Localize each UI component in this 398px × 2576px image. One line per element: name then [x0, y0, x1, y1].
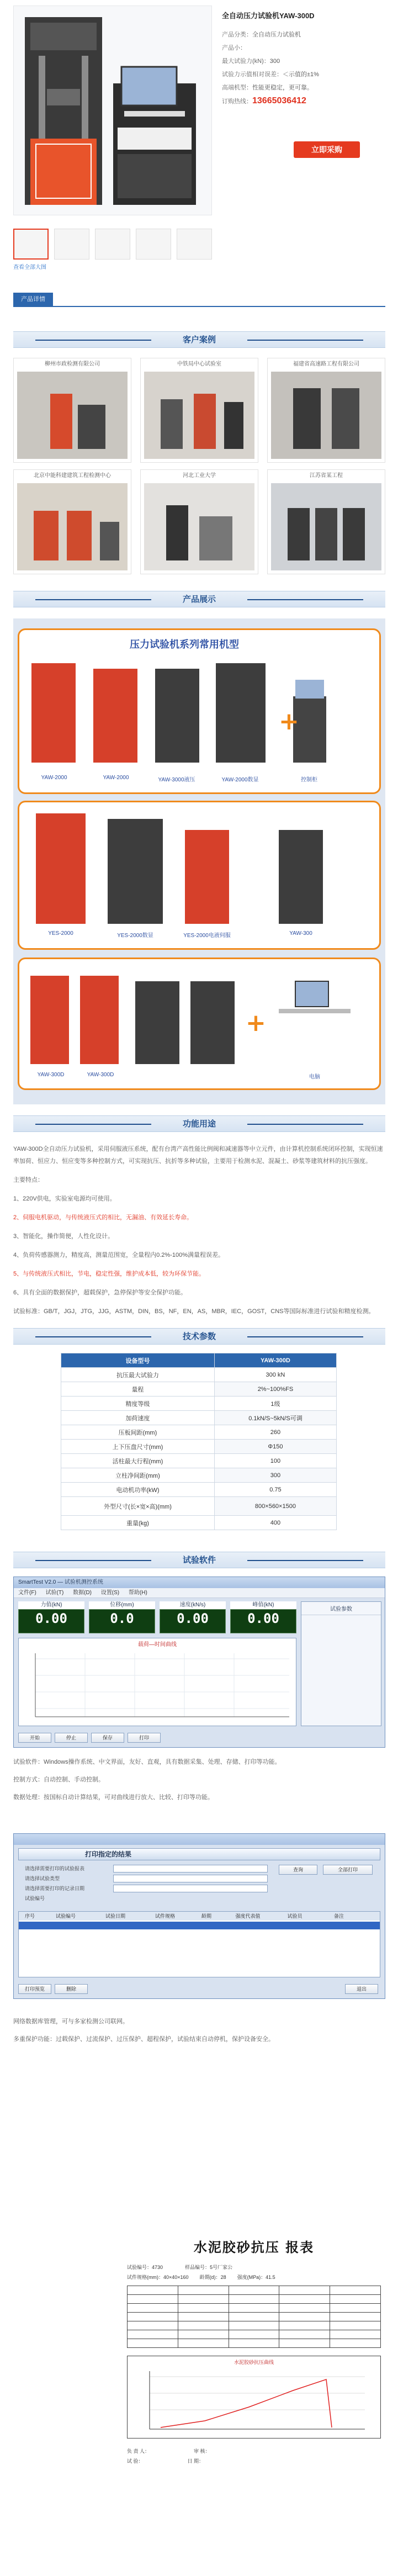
paragraph: 多重保护功能：过载保护、过流保护、过压保护、超程保护，试验结束自动停机，保护设备安全。 [13, 2036, 274, 2043]
customer-card[interactable] [13, 358, 131, 463]
customer-card[interactable] [267, 358, 385, 463]
model-caption: YES-2000数显 [117, 933, 153, 939]
customer-photo [17, 483, 128, 570]
menu-item[interactable]: 文件(F) [18, 1590, 36, 1596]
view-all-images-link[interactable]: 查看全部大图 [13, 265, 46, 271]
model-caption: YAW-300D [37, 1072, 65, 1078]
header-rule [247, 599, 363, 600]
report-field-row: 试件规格(mm)：40×40×160 龄期(d)：28 强度(MPa)：41.5 [127, 2275, 275, 2280]
start-button[interactable]: 开始 [18, 1733, 51, 1743]
section-header-display [13, 591, 385, 607]
product-info [222, 10, 388, 154]
machines-row-1 [19, 630, 379, 790]
table-header: 序号 试验编号 试验日期 试件规格 龄期 强度代表值 试验员 备注 [19, 1912, 380, 1921]
paragraph: 4、负荷传感器测力，精度高，测量范围宽，全量程内0.2%-100%满量程误差。 [13, 1252, 224, 1258]
customer-card[interactable] [140, 469, 258, 574]
model-caption: YAW-3000液压 [158, 777, 195, 783]
paragraph: 数据处理：按国标自动计算结果，可对曲线进行放大、比较、打印等功能。 [13, 1794, 214, 1801]
model-caption: YES-2000电液伺服 [183, 933, 231, 939]
customer-caption: 河北工业大学 [183, 473, 216, 479]
paragraph: 1、220V供电，实验室电源均可使用。 [13, 1196, 116, 1202]
test-type-select[interactable] [113, 1875, 268, 1882]
header-rule [35, 1336, 151, 1337]
paragraph: 控制方式：自动控制、手动控制。 [13, 1776, 104, 1783]
lineup-panel [18, 958, 381, 1090]
report-signoff: 试 验： 日 期： [127, 2458, 204, 2464]
paragraph: 试验软件：Windows操作系统、中文界面，友好、直观，具有数据采集、处理、存储、打印等功能。 [13, 1759, 281, 1765]
testing-machine-illustration [14, 6, 213, 216]
paragraph: 3、智能化，操作简便，人性化设计。 [13, 1233, 114, 1240]
section-header-function [13, 1115, 385, 1132]
paragraph: 网络数据库管理，可与多家检测公司联网。 [13, 2018, 129, 2025]
menu-item[interactable]: 帮助(H) [128, 1590, 147, 1596]
filter-label: 请选择需要打印的记录日期 [25, 1886, 85, 1891]
customer-caption: 江苏省某工程 [310, 473, 343, 479]
section-title: 客户案例 [182, 335, 216, 345]
spec-row: 立柱净间距(mm) 300 [61, 1468, 337, 1483]
report-curve [128, 2366, 380, 2437]
main-product-image[interactable] [13, 6, 212, 215]
window-title: SmartTest V2.0 — 试验机测控系统 [14, 1577, 385, 1588]
menu-bar [14, 1588, 385, 1598]
section-header-params [13, 1328, 385, 1345]
spec-row: 电动机功率(kW) 0.75 [61, 1483, 337, 1497]
model-caption: YES-2000 [48, 930, 73, 937]
section-title: 试验软件 [182, 1556, 216, 1565]
filter-rows [25, 1864, 84, 1903]
lineup-panel [18, 801, 381, 950]
menu-item[interactable]: 试验(T) [45, 1590, 64, 1596]
graph-title: 载荷—时间曲线 [138, 1642, 177, 1648]
test-report-sample [127, 2236, 381, 2546]
preview-button[interactable]: 打印预览 [18, 1984, 51, 1994]
menu-item[interactable]: 数据(D) [73, 1590, 92, 1596]
paragraph: 5、与传统液压式相比，节电，稳定性强，维护成本低，较为环保节能。 [13, 1271, 205, 1277]
model-caption: 电脑 [309, 1074, 320, 1080]
spec-row: 产品小： [222, 45, 246, 51]
detail-tab-bar [13, 293, 385, 307]
report-table [127, 2286, 381, 2348]
stop-button[interactable]: 停止 [55, 1733, 88, 1743]
selected-row[interactable] [19, 1922, 380, 1929]
thumbnail[interactable] [177, 229, 212, 260]
filter-label: 试验编号 [25, 1896, 45, 1901]
software-description-2 [13, 2016, 385, 2045]
dialog-heading: 打印指定的结果 [18, 1848, 380, 1860]
spec-row: 抗压最大试验力 300 kN [61, 1368, 337, 1382]
lineup-banner: 压力试验机系列常用机型 [130, 639, 239, 650]
spec-table [61, 1353, 337, 1530]
spec-row: 活柱最大行程(mm) 100 [61, 1454, 337, 1468]
results-table[interactable] [18, 1911, 380, 1977]
readout-label: 速度(kN/s) [160, 1601, 226, 1609]
header-rule [247, 1124, 363, 1125]
panel-title: 试验参数 [301, 1602, 381, 1615]
header-rule [35, 599, 151, 600]
header-rule [247, 340, 363, 341]
report-signoff: 负 责 人： 审 核： [127, 2448, 210, 2454]
spec-row: 重量(kg) 400 [61, 1516, 337, 1530]
load-time-graph[interactable] [18, 1638, 296, 1726]
section-title: 技术参数 [182, 1332, 216, 1341]
section-header-software [13, 1552, 385, 1568]
print-all-button[interactable]: 全部打印 [323, 1865, 373, 1875]
phone-number[interactable]: 13665036412 [252, 96, 306, 105]
product-title: 全自动压力试验机YAW-300D [222, 12, 315, 20]
filter-label: 请选择需要打印的试验报表 [25, 1866, 85, 1871]
model-caption: YAW-2000数显 [221, 777, 259, 783]
readout-label: 位移(mm) [89, 1601, 155, 1609]
customer-photo [271, 483, 381, 570]
header-rule [247, 1336, 363, 1337]
section-title: 功能用途 [182, 1119, 216, 1129]
report-select[interactable] [113, 1865, 268, 1873]
order-hotline: 订购热线：13665036412 [222, 96, 306, 105]
spec-row: 产品分类：全自动压力试验机 [222, 31, 301, 38]
spec-row: 加荷速度 0.1kN/S~5kN/S可调 [61, 1411, 337, 1425]
section-title: 产品展示 [182, 595, 216, 604]
spec-row: 外型尺寸(长×宽×高)(mm) 800×560×1500 [61, 1497, 337, 1516]
save-button[interactable]: 保存 [91, 1733, 124, 1743]
peak-readout: 0.00 [230, 1609, 296, 1633]
spec-row: 精度等级 1级 [61, 1397, 337, 1411]
model-caption: YAW-300D [87, 1072, 114, 1078]
report-chart-title: 水泥胶砂抗压曲线 [234, 2360, 274, 2365]
paragraph: 试验标准：GB/T，JGJ，JTG，JJG，ASTM，DIN，BS，NF，EN，AS，MBR，IEC，GOST，CNS等国际标准进行试验和精度检测。 [13, 1308, 375, 1315]
section-header-customers [13, 331, 385, 348]
machines-row-2 [19, 802, 379, 946]
customer-photo [144, 372, 254, 459]
thumbnail[interactable] [54, 229, 89, 260]
customer-caption: 中铁局中心试验室 [177, 361, 221, 367]
model-caption: 控制柜 [301, 777, 317, 783]
customer-caption: 北京中能科建建筑工程检测中心 [34, 473, 111, 479]
model-caption: YAW-2000 [103, 775, 129, 781]
spec-header-row: 设备型号 YAW-300D [61, 1353, 337, 1368]
customer-photo [17, 372, 128, 459]
date-select[interactable] [113, 1885, 268, 1892]
lineup-panel [18, 628, 381, 794]
machines-row-3 [19, 959, 379, 1086]
window-title-bar [14, 1834, 385, 1845]
customer-photo [144, 483, 254, 570]
menu-item[interactable]: 设置(S) [100, 1590, 120, 1596]
software-description [13, 1756, 385, 1803]
readout-label: 力值(kN) [18, 1601, 84, 1609]
spec-row: 试验力示值相对误差：＜示值的±1% [222, 71, 319, 78]
force-readout: 0.00 [18, 1609, 84, 1633]
spec-row: 量程 2%~100%FS [61, 1382, 337, 1397]
header-rule [35, 1560, 151, 1561]
product-lineup-image [13, 618, 385, 1104]
exit-button[interactable]: 退出 [345, 1984, 378, 1994]
header-rule [35, 1124, 151, 1125]
report-chart [127, 2356, 381, 2439]
product-header [13, 6, 389, 271]
displacement-readout: 0.0 [89, 1609, 155, 1633]
spec-row: 上下压盘尺寸(mm) Φ150 [61, 1440, 337, 1454]
graph-grid [19, 1648, 297, 1725]
customer-caption: 柳州市政检测有限公司 [45, 361, 100, 367]
thumbnail[interactable] [136, 229, 171, 260]
buy-now-button[interactable]: 立即采购 [294, 141, 360, 158]
speed-readout: 0.00 [160, 1609, 226, 1633]
customer-card[interactable] [267, 469, 385, 574]
paragraph: 主要特点： [13, 1177, 44, 1183]
software-window-print [13, 1833, 385, 1999]
svg-text:+: + [246, 1009, 266, 1037]
thumbnail[interactable] [13, 229, 49, 260]
query-button[interactable]: 查询 [279, 1865, 317, 1875]
customer-caption: 福建省高速路工程有限公司 [293, 361, 359, 367]
report-title: 水泥胶砂抗压 报表 [193, 2239, 315, 2255]
function-description [13, 1143, 385, 1324]
test-parameter-panel [301, 1601, 381, 1726]
delete-button[interactable]: 删除 [55, 1984, 88, 1994]
report-field-row: 试验编号：4730 样品编号：5号厂家公 [127, 2265, 233, 2270]
paragraph: YAW-300D全自动压力试验机，采用伺服液压系统，配有台湾产高性能比例阀和减速器等中立元件，由计算机控制系统闭环控制，实现恒速率加荷、恒应力、恒应变等多种控制方式，可实现抗压、抗折等多种试验，主要用于检测水泥、混凝土、砂浆等建筑材料的抗压强度。 [13, 1146, 383, 1165]
filter-label: 请选择试验类型 [25, 1876, 60, 1881]
customer-card[interactable] [13, 469, 131, 574]
thumbnail-strip [13, 229, 212, 260]
tab-detail[interactable]: 产品详情 [13, 293, 53, 306]
customer-card[interactable] [140, 358, 258, 463]
thumbnail[interactable] [95, 229, 130, 260]
spec-row: 压板间距(mm) 260 [61, 1425, 337, 1440]
software-window-main [13, 1577, 385, 1748]
header-rule [35, 340, 151, 341]
spec-row: 高端机型：性能更稳定，更可靠。 [222, 84, 313, 91]
readout-label: 峰值(kN) [230, 1601, 296, 1609]
paragraph: 2、伺服电机驱动，与传统液压式的相比，无漏油、有效延长寿命。 [13, 1214, 193, 1221]
model-caption: YAW-2000 [41, 775, 67, 781]
print-button[interactable]: 打印 [128, 1733, 161, 1743]
customer-photo [271, 372, 381, 459]
svg-text:+: + [279, 707, 299, 736]
paragraph: 6、具有全面的数据保护，超载保护，急停保护等安全保护功能。 [13, 1289, 187, 1296]
spec-row: 最大试验力(kN)：300 [222, 58, 280, 65]
model-caption: YAW-300 [289, 930, 312, 937]
header-rule [247, 1560, 363, 1561]
